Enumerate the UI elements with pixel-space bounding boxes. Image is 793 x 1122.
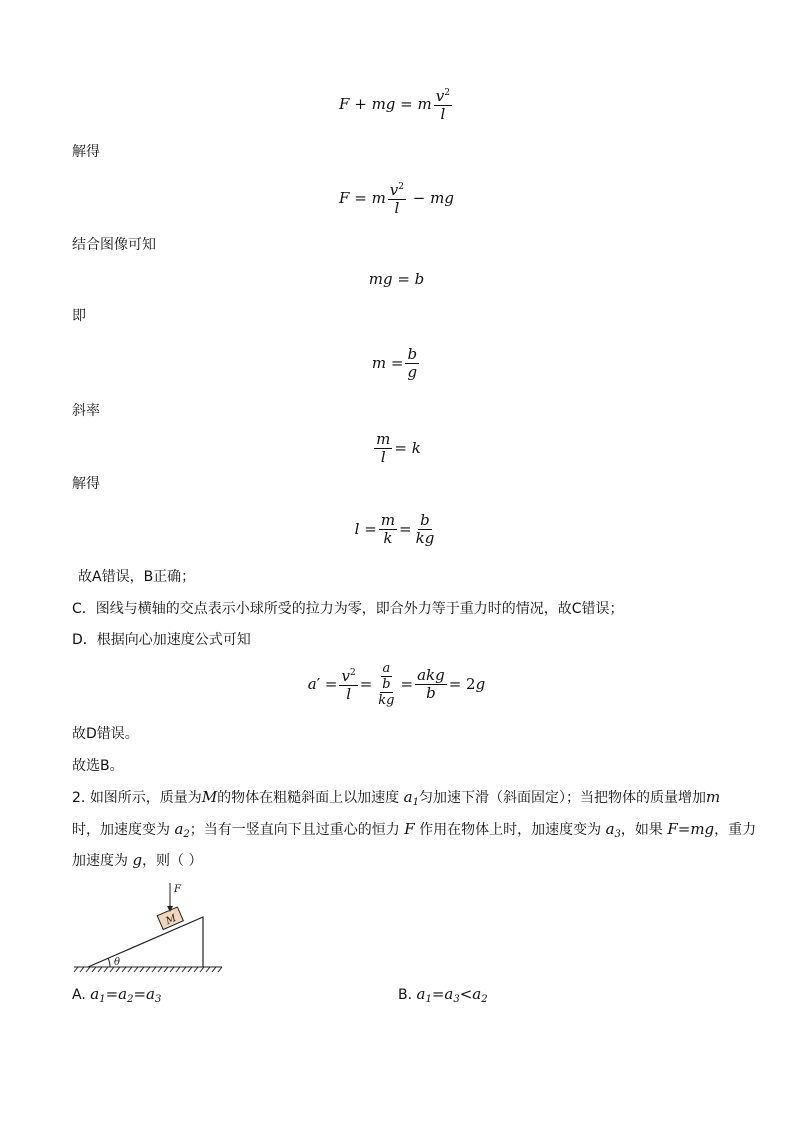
equation-slope: $\frac{m}{l}$ = k: [376, 429, 421, 466]
equation-force: F = m $\frac{v^2}{l}$ − mg: [339, 181, 454, 217]
incline-surface: [88, 917, 203, 967]
text-ji: 即: [72, 308, 86, 324]
text-conclusion-ab: 故A错误，B正确；: [78, 569, 196, 585]
equation-mass: m = $\frac{b}{g}$: [371, 344, 418, 381]
text-conclusion-d: 故D错误。: [72, 726, 139, 742]
text-jiede-1: 解得: [72, 144, 100, 160]
question-2-line-1: 2. 如图所示，质量为M的物体在粗糙斜面上以加速度 $a_1$匀加速下滑（斜面固定）；当把物体的质量增加m: [72, 788, 721, 808]
text-answer: 故选B。: [72, 758, 124, 774]
block-label: M: [164, 912, 179, 928]
text-option-c: C．图线与横轴的交点表示小球所受的拉力为零，即合外力等于重力时的情况，故C错误；: [72, 601, 624, 617]
equation-length: l = $\frac{m}{k}$ = $\frac{b}{kg}$: [354, 510, 435, 547]
equation-newton-second-law: F + mg = m $\frac{v^2}{l}$: [339, 87, 450, 123]
angle-label: θ: [114, 957, 121, 968]
text-xielv: 斜率: [72, 403, 100, 419]
text-jiehe: 结合图像可知: [72, 237, 156, 253]
incline-figure: [66, 875, 226, 975]
question-2-line-2: 时，加速度变为 $a_2$；当有一竖直向下且过重心的恒力 F 作用在物体上时，加速度变为 $a_3$，如果 F=mg，重力: [72, 820, 757, 840]
option-b: B. $a_1=a_3<a_2$: [398, 985, 488, 1005]
angle-arc: [108, 958, 110, 967]
text-jiede-2: 解得: [72, 476, 100, 492]
equation-mg-b: mg = b: [368, 270, 425, 288]
text-option-d: D．根据向心加速度公式可知: [72, 632, 251, 648]
option-a: A. $a_1=a_2=a_3$: [72, 985, 162, 1005]
question-2-line-3: 加速度为 g，则（ ）: [72, 851, 203, 869]
force-label: F: [174, 884, 181, 895]
ground-hatching: [74, 967, 222, 972]
equation-centripetal: a ′ = $\frac{v^2}{l}$ = $\frac{a}{\frac{b}{kg}}$ = $\frac{\text{akg}}{b}$ = 2 g: [307, 660, 486, 708]
